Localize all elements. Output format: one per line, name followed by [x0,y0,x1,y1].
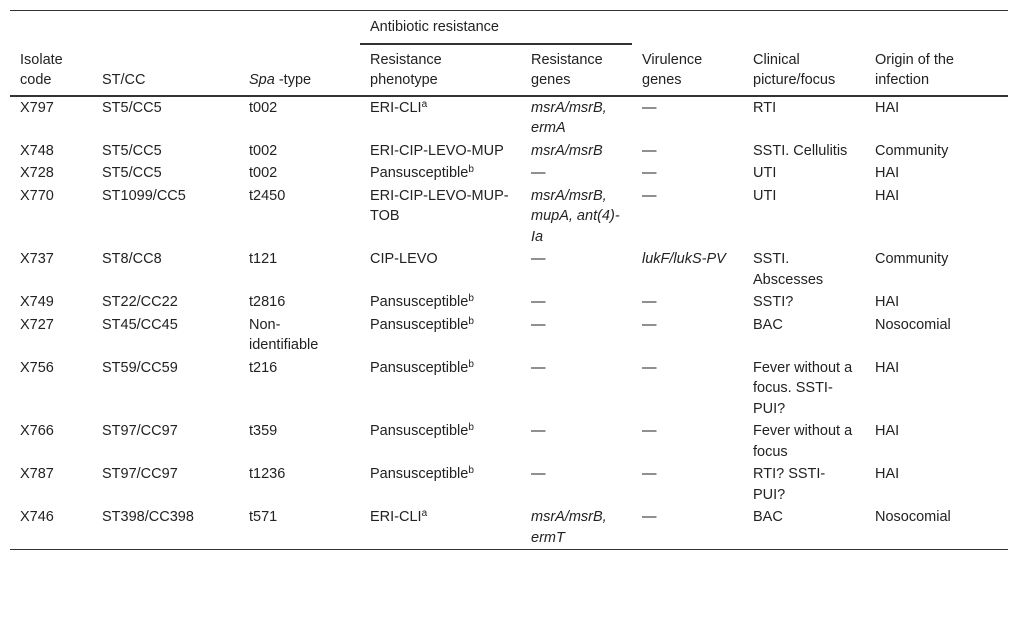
cell-clinical-picture: SSTI. Cellulitis [753,142,848,159]
cell-st-cc: ST97/CC97 [102,466,178,482]
cell-st-cc: ST1099/CC5 [102,187,186,204]
table-row [10,291,1008,314]
cell-resistance-genes: msrA/msrB, mupA, ant(4)-Ia [531,187,620,245]
cell-resistance-phenotype: Pansusceptible$^b$ [370,293,474,310]
cell-virulence-genes: — [642,165,657,181]
cell-resistance-genes: — [531,316,546,333]
table-row [10,96,1008,140]
cell-clinical-picture: UTI [753,165,777,181]
footnote-marker: a [421,98,428,110]
table-row [10,463,1008,506]
cell-isolate-code: X746 [20,509,54,525]
table-row [10,140,1008,163]
table-row [10,314,1008,357]
cell-spa-type: t2816 [249,294,286,310]
footnote-marker: b [468,164,474,175]
table-row [10,185,1008,249]
header-row-columns [10,44,1008,96]
cell-resistance-phenotype: Pansusceptible$^b$ [370,422,474,439]
cell-virulence-genes: lukF/lukS-PV [642,251,726,267]
cell-spa-type: Non-identifiable [249,316,319,353]
cell-resistance-phenotype: Pansusceptible$^b$ [370,465,474,482]
cell-origin: HAI [875,187,900,204]
cell-origin: HAI [875,99,900,116]
cell-origin: HAI [875,165,900,181]
cell-virulence-genes: — [642,142,657,159]
table-row [10,420,1008,463]
cell-resistance-genes: msrA/msrB, ermT [531,509,607,546]
cell-origin: Nosocomial [875,509,951,525]
cell-virulence-genes: — [642,294,657,310]
cell-virulence-genes: — [642,316,657,333]
cell-st-cc: ST5/CC5 [102,165,162,181]
cell-isolate-code: X728 [20,165,54,181]
cell-resistance-genes: — [531,251,546,267]
col-header-resistance-phenotype: Resistance phenotype [360,44,521,96]
col-header-virulence-genes: Virulence genes [632,44,743,96]
cell-clinical-picture: SSTI. Abscesses [753,251,824,288]
isolates-table [10,10,1008,550]
table-body [10,96,1008,550]
col-header-isolate-code: Isolate code [10,44,92,96]
cell-clinical-picture: Fever without a focus. SSTI-PUI? [753,359,853,417]
cell-resistance-phenotype: ERI-CIP-LEVO-MUP-TOB [370,187,509,224]
col-header-st-cc: ST/CC [92,44,239,96]
cell-virulence-genes: — [642,187,657,204]
cell-virulence-genes: — [642,423,657,439]
footnote-marker: a [421,508,428,519]
cell-spa-type: t2450 [249,187,286,204]
cell-isolate-code: X727 [20,316,54,333]
cell-clinical-picture: UTI [753,187,777,204]
cell-spa-type: t216 [249,359,278,376]
cell-resistance-phenotype: Pansusceptible$^b$ [370,315,474,333]
cell-st-cc: ST5/CC5 [102,99,162,116]
footnote-marker: b [468,315,474,327]
header-row-group [10,11,1008,44]
col-header-resistance-genes: Resistance genes [521,44,632,96]
cell-resistance-genes: — [531,466,546,482]
cell-resistance-genes: msrA/msrB [531,142,603,159]
cell-st-cc: ST398/CC398 [102,509,194,525]
table-row [10,357,1008,421]
col-header-origin: Origin of the infection [865,44,1008,96]
cell-clinical-picture: Fever without a focus [753,423,853,460]
cell-origin: HAI [875,294,900,310]
cell-resistance-genes: msrA/msrB, ermA [531,99,607,136]
cell-virulence-genes: — [642,509,657,525]
cell-st-cc: ST45/CC45 [102,316,178,333]
footnote-marker: b [468,358,474,370]
table-row [10,162,1008,185]
cell-spa-type: t002 [249,142,278,159]
cell-spa-type: t571 [249,509,278,525]
col-header-spa-type: Spa -type [239,44,360,96]
cell-origin: HAI [875,359,900,376]
cell-spa-type: t002 [249,99,278,116]
cell-clinical-picture: SSTI? [753,294,794,310]
col-header-clinical-picture: Clinical picture/focus [743,44,865,96]
cell-clinical-picture: RTI? SSTI-PUI? [753,466,826,503]
cell-resistance-phenotype: Pansusceptible$^b$ [370,164,474,181]
cell-st-cc: ST5/CC5 [102,142,162,159]
cell-isolate-code: X748 [20,142,54,159]
footnote-marker: b [468,465,474,476]
cell-st-cc: ST59/CC59 [102,359,178,376]
cell-isolate-code: X766 [20,423,54,439]
cell-isolate-code: X787 [20,466,54,482]
cell-isolate-code: X737 [20,251,54,267]
cell-st-cc: ST8/CC8 [102,251,162,267]
cell-isolate-code: X797 [20,99,54,116]
table-row [10,506,1008,550]
cell-origin: HAI [875,423,900,439]
cell-origin: Community [875,142,949,159]
cell-resistance-phenotype: Pansusceptible$^b$ [370,358,474,376]
cell-resistance-phenotype: ERI-CLI$^a$ [370,508,428,525]
cell-resistance-phenotype: ERI-CIP-LEVO-MUP [370,142,504,159]
cell-spa-type: t1236 [249,466,286,482]
cell-resistance-genes: — [531,165,546,181]
cell-spa-type: t002 [249,165,278,181]
cell-st-cc: ST97/CC97 [102,423,178,439]
cell-isolate-code: X749 [20,294,54,310]
footnote-marker: b [468,422,474,433]
cell-isolate-code: X770 [20,187,54,204]
cell-virulence-genes: — [642,99,657,116]
cell-virulence-genes: — [642,359,657,376]
cell-spa-type: t121 [249,251,278,267]
cell-origin: Nosocomial [875,316,951,333]
cell-st-cc: ST22/CC22 [102,294,178,310]
cell-clinical-picture: BAC [753,509,783,525]
cell-clinical-picture: RTI [753,99,777,116]
cell-resistance-genes: — [531,294,546,310]
table-row [10,248,1008,291]
cell-resistance-genes: — [531,359,546,376]
antibiotic-resistance-group-header: Antibiotic resistance [360,11,632,44]
cell-origin: Community [875,251,949,267]
cell-clinical-picture: BAC [753,316,783,333]
cell-spa-type: t359 [249,423,278,439]
cell-resistance-phenotype: CIP-LEVO [370,251,438,267]
cell-isolate-code: X756 [20,359,54,376]
cell-virulence-genes: — [642,466,657,482]
cell-origin: HAI [875,466,900,482]
cell-resistance-genes: — [531,423,546,439]
cell-resistance-phenotype: ERI-CLI$^a$ [370,98,428,116]
footnote-marker: b [468,293,474,304]
